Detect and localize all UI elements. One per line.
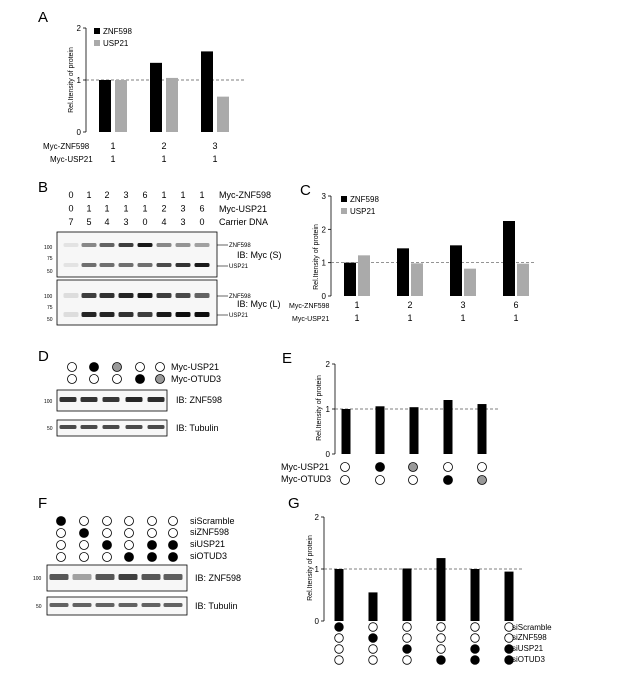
lane-value: 7 [68, 217, 74, 227]
panel-label-b: B [38, 179, 49, 196]
chart-plot-g [315, 513, 524, 626]
bar-usp21 [166, 78, 178, 132]
y-tick-label: 2 [314, 513, 319, 522]
protein-band [64, 312, 79, 317]
protein-band [100, 312, 115, 317]
panel-a [38, 9, 245, 164]
legend-label-usp21: USP21 [350, 207, 376, 216]
bar-znf598 [503, 221, 515, 296]
row-value: 1 [354, 313, 360, 323]
row-values-a [110, 141, 217, 164]
bar-znf598 [99, 80, 111, 132]
legend-swatch-usp21 [341, 208, 347, 214]
band-label-usp21: USP21 [229, 264, 249, 270]
mw-marker: 75 [47, 305, 53, 311]
filled-circle-icon [136, 375, 145, 384]
band-arrows-b [217, 245, 228, 315]
empty-circle-icon [156, 363, 165, 372]
row-value: 1 [110, 141, 116, 151]
protein-band [100, 293, 115, 298]
y-tick-label: 2 [76, 24, 81, 33]
lane-value: 3 [123, 190, 129, 200]
protein-band [103, 397, 120, 402]
mw-marker: 75 [47, 256, 53, 262]
bar-value [437, 558, 446, 621]
band-label-usp21: USP21 [229, 313, 249, 319]
y-tick-label: 1 [321, 258, 326, 268]
y-axis-label: Rel.Itensity of protein [307, 535, 314, 601]
filled-circle-icon [169, 541, 178, 550]
protein-band [195, 293, 210, 298]
lane-row-label-myc-znf598: Myc-ZNF598 [219, 190, 272, 200]
empty-circle-icon [90, 375, 99, 384]
empty-circle-icon [376, 476, 385, 485]
filled-circle-icon [90, 363, 99, 372]
bar-value [478, 404, 487, 454]
lane-value: 0 [68, 190, 74, 200]
bar-usp21 [517, 264, 529, 296]
protein-band [60, 425, 77, 429]
mw-marker: 100 [33, 576, 42, 582]
panel-f [33, 495, 241, 615]
mw-marker: 100 [44, 245, 53, 251]
bar-usp21 [217, 97, 229, 132]
empty-circle-icon [335, 645, 344, 654]
y-tick-label: 0 [325, 450, 330, 459]
band-label-znf598: ZNF598 [229, 243, 251, 249]
treatment-circles-e [341, 463, 487, 485]
bar-value [376, 406, 385, 454]
row-label-myc-usp21: Myc-USP21 [292, 316, 330, 323]
lane-value: 6 [199, 203, 205, 214]
row-label-siznf598: siZNF598 [190, 527, 230, 537]
row-label-myc-znf598: Myc-ZNF598 [289, 303, 330, 310]
lane-value: 2 [104, 190, 110, 200]
empty-circle-icon [369, 623, 378, 632]
empty-circle-icon [103, 553, 112, 562]
bar-znf598 [344, 263, 356, 296]
y-tick-label: 1 [314, 565, 319, 574]
empty-circle-icon [341, 476, 350, 485]
row-label-siotud3: siOTUD3 [190, 551, 228, 561]
protein-band [73, 574, 92, 580]
protein-band [96, 574, 115, 580]
bar-znf598 [150, 63, 162, 132]
empty-circle-icon [471, 634, 480, 643]
filled-circle-icon [169, 553, 178, 562]
treatment-circles-d [68, 363, 165, 384]
lane-value: 2 [161, 203, 167, 214]
row-values-c [354, 300, 518, 323]
panel-label-d: D [38, 348, 49, 365]
protein-band [50, 603, 69, 607]
empty-circle-icon [113, 375, 122, 384]
row-value: 3 [212, 141, 218, 151]
bar-value [471, 569, 480, 621]
filled-circle-icon [471, 645, 480, 654]
lane-value: 4 [104, 217, 110, 227]
y-tick-label: 0 [314, 617, 319, 626]
empty-circle-icon [369, 645, 378, 654]
empty-circle-icon [148, 517, 157, 526]
legend-label-znf598: ZNF598 [103, 27, 132, 36]
protein-band [195, 243, 210, 247]
lane-value: 1 [86, 203, 92, 214]
protein-band [64, 243, 79, 247]
row-value: 1 [460, 313, 466, 323]
lane-value: 1 [161, 190, 167, 200]
y-tick-label: 1 [325, 405, 330, 414]
lane-value: 1 [86, 190, 92, 200]
lane-value: 3 [123, 217, 129, 227]
lane-value: 1 [104, 203, 110, 214]
y-tick-label: 1 [76, 76, 81, 85]
protein-band [157, 263, 172, 267]
bar-usp21 [464, 269, 476, 296]
protein-band [142, 574, 161, 580]
empty-circle-icon [68, 375, 77, 384]
lane-row-label-carrier-dna: Carrier DNA [219, 217, 269, 227]
filled-circle-icon [437, 656, 446, 665]
empty-circle-icon [136, 363, 145, 372]
filled-circle-icon [103, 541, 112, 550]
protein-band [73, 603, 92, 607]
row-label-siusp21: siUSP21 [512, 644, 544, 653]
ib-label-myc-long: IB: Myc (L) [237, 299, 281, 309]
protein-band [82, 312, 97, 317]
empty-circle-icon [80, 553, 89, 562]
protein-band [148, 397, 165, 402]
row-label-myc-otud3: Myc-OTUD3 [171, 374, 221, 384]
protein-band [138, 243, 153, 247]
empty-circle-icon [437, 634, 446, 643]
bar-value [444, 400, 453, 454]
row-label-siznf598: siZNF598 [512, 633, 547, 642]
row-value: 1 [161, 154, 167, 164]
row-label-myc-usp21: Myc-USP21 [281, 462, 330, 472]
panel-label-f: F [38, 495, 48, 512]
filled-circle-icon [471, 656, 480, 665]
protein-band [119, 243, 134, 247]
row-label-myc-otud3: Myc-OTUD3 [281, 474, 331, 484]
filled-circle-icon [148, 553, 157, 562]
mw-marker: 50 [47, 269, 53, 275]
protein-band [64, 263, 79, 267]
gray-circle-icon [113, 363, 122, 372]
panel-label-c: C [300, 182, 311, 199]
row-value: 1 [110, 154, 116, 164]
protein-band [164, 574, 183, 580]
bar-value [335, 569, 344, 621]
filled-circle-icon [444, 476, 453, 485]
protein-band [138, 293, 153, 298]
protein-band [119, 312, 134, 317]
protein-band [176, 263, 191, 267]
panel-label-e: E [282, 350, 293, 367]
filled-circle-icon [80, 529, 89, 538]
empty-circle-icon [57, 553, 66, 562]
empty-circle-icon [403, 634, 412, 643]
gray-circle-icon [409, 463, 418, 472]
protein-band [81, 425, 98, 429]
bar-znf598 [397, 248, 409, 296]
panel-d [38, 348, 222, 436]
row-value: 1 [212, 154, 218, 164]
protein-band [176, 243, 191, 247]
protein-band [119, 574, 138, 580]
blot-myc-long [57, 280, 217, 325]
empty-circle-icon [125, 529, 134, 538]
empty-circle-icon [478, 463, 487, 472]
protein-band [82, 243, 97, 247]
bar-usp21 [411, 263, 423, 296]
filled-circle-icon [403, 645, 412, 654]
empty-circle-icon [57, 529, 66, 538]
empty-circle-icon [471, 623, 480, 632]
empty-circle-icon [125, 517, 134, 526]
protein-band [157, 243, 172, 247]
protein-band [157, 293, 172, 298]
mw-marker: 100 [44, 399, 53, 405]
blot-myc-short [57, 232, 217, 277]
chart-plot-e [326, 360, 500, 459]
y-tick-label: 2 [325, 360, 330, 369]
row-value: 1 [407, 313, 413, 323]
empty-circle-icon [403, 656, 412, 665]
y-axis-label: Rel.Itensity of protein [68, 47, 75, 113]
lane-value: 6 [142, 190, 148, 200]
protein-band [100, 263, 115, 267]
row-value: 3 [460, 300, 466, 310]
protein-band [81, 397, 98, 402]
ib-label-znf598: IB: ZNF598 [195, 573, 242, 583]
protein-band [64, 293, 79, 298]
panel-e [281, 350, 500, 485]
protein-band [195, 312, 210, 317]
row-value: 2 [407, 300, 413, 310]
protein-band [176, 293, 191, 298]
empty-circle-icon [80, 541, 89, 550]
y-tick-label: 3 [321, 192, 326, 201]
lane-value: 1 [123, 203, 129, 214]
y-axis-label: Rel.Itensity of protein [313, 224, 320, 290]
protein-band [100, 243, 115, 247]
protein-band [138, 312, 153, 317]
filled-circle-icon [57, 517, 66, 526]
panel-label-g: G [288, 495, 300, 512]
panel-label-a: A [38, 9, 49, 26]
empty-circle-icon [409, 476, 418, 485]
empty-circle-icon [103, 517, 112, 526]
bar-value [505, 572, 514, 621]
ib-label-tubulin: IB: Tubulin [176, 423, 219, 433]
protein-band [82, 293, 97, 298]
legend-swatch-znf598 [94, 28, 100, 34]
bar-value [403, 568, 412, 621]
row-label-siusp21: siUSP21 [190, 539, 226, 549]
row-label-myc-znf598: Myc-ZNF598 [43, 142, 90, 151]
gray-circle-icon [478, 476, 487, 485]
row-label-myc-usp21: Myc-USP21 [50, 155, 93, 164]
panel-c [289, 182, 536, 323]
bar-znf598 [450, 245, 462, 296]
protein-band [138, 263, 153, 267]
protein-band [157, 312, 172, 317]
empty-circle-icon [341, 463, 350, 472]
lane-row-label-myc-usp21: Myc-USP21 [219, 204, 268, 214]
protein-band [126, 397, 143, 402]
filled-circle-icon [148, 541, 157, 550]
filled-circle-icon [335, 623, 344, 632]
empty-circle-icon [125, 541, 134, 550]
panel-b [38, 179, 282, 325]
protein-band [148, 425, 165, 429]
empty-circle-icon [444, 463, 453, 472]
chart-plot-a [77, 24, 245, 137]
row-label-siscramble: siScramble [512, 623, 552, 632]
lane-value: 3 [180, 217, 186, 227]
filled-circle-icon [369, 634, 378, 643]
filled-circle-icon [125, 553, 134, 562]
empty-circle-icon [148, 529, 157, 538]
protein-band [96, 603, 115, 607]
lane-value: 3 [180, 203, 186, 214]
bar-value [410, 407, 419, 454]
empty-circle-icon [57, 541, 66, 550]
lane-values-b [68, 190, 204, 227]
treatment-circles-g [335, 623, 514, 665]
bar-usp21 [115, 80, 127, 132]
protein-band [126, 425, 143, 429]
empty-circle-icon [68, 363, 77, 372]
lane-value: 1 [199, 190, 205, 200]
ib-label-myc-short: IB: Myc (S) [237, 250, 282, 260]
legend-label-znf598: ZNF598 [350, 195, 379, 204]
legend-c [341, 195, 379, 216]
panel-g [288, 495, 552, 664]
lane-value: 4 [161, 217, 167, 227]
protein-band [176, 312, 191, 317]
protein-band [119, 603, 138, 607]
mw-marker: 100 [44, 294, 53, 300]
protein-band [142, 603, 161, 607]
lane-value: 1 [142, 203, 148, 214]
legend-swatch-znf598 [341, 196, 347, 202]
mw-marker: 50 [47, 426, 53, 432]
ib-label-tubulin: IB: Tubulin [195, 601, 238, 611]
lane-value: 0 [142, 217, 148, 227]
legend-swatch-usp21 [94, 40, 100, 46]
treatment-circles-f [57, 517, 178, 562]
bar-usp21 [358, 255, 370, 296]
lane-value: 0 [68, 203, 74, 214]
ib-label-znf598: IB: ZNF598 [176, 395, 223, 405]
row-label-myc-usp21: Myc-USP21 [171, 362, 220, 372]
y-tick-label: 2 [321, 225, 326, 235]
empty-circle-icon [169, 517, 178, 526]
protein-band [50, 574, 69, 580]
empty-circle-icon [169, 529, 178, 538]
row-value: 1 [513, 313, 519, 323]
lane-value: 5 [86, 217, 92, 227]
empty-circle-icon [80, 517, 89, 526]
empty-circle-icon [335, 634, 344, 643]
bar-value [369, 592, 378, 621]
bar-znf598 [201, 51, 213, 132]
band-label-znf598: ZNF598 [229, 294, 251, 300]
y-axis-label: Rel.Itensity of protein [316, 375, 323, 441]
row-value: 6 [513, 300, 519, 310]
legend-label-usp21: USP21 [103, 39, 129, 48]
protein-band [60, 397, 77, 402]
protein-band [195, 263, 210, 267]
empty-circle-icon [103, 529, 112, 538]
empty-circle-icon [437, 623, 446, 632]
row-label-siscramble: siScramble [190, 516, 235, 526]
row-value: 1 [354, 300, 360, 310]
gray-circle-icon [156, 375, 165, 384]
empty-circle-icon [437, 645, 446, 654]
empty-circle-icon [335, 656, 344, 665]
y-tick-label: 0 [321, 292, 326, 301]
bar-value [342, 409, 351, 454]
lane-value: 0 [199, 217, 205, 227]
protein-band [119, 263, 134, 267]
mw-marker: 50 [47, 317, 53, 323]
empty-circle-icon [369, 656, 378, 665]
protein-band [119, 293, 134, 298]
protein-band [82, 263, 97, 267]
y-tick-label: 0 [76, 128, 81, 137]
protein-band [164, 603, 183, 607]
filled-circle-icon [376, 463, 385, 472]
legend-a [94, 27, 132, 48]
protein-band [103, 425, 120, 429]
row-value: 2 [161, 141, 167, 151]
empty-circle-icon [403, 623, 412, 632]
lane-value: 1 [180, 190, 186, 200]
mw-marker: 50 [36, 604, 42, 610]
row-label-siotud3: siOTUD3 [512, 655, 545, 664]
